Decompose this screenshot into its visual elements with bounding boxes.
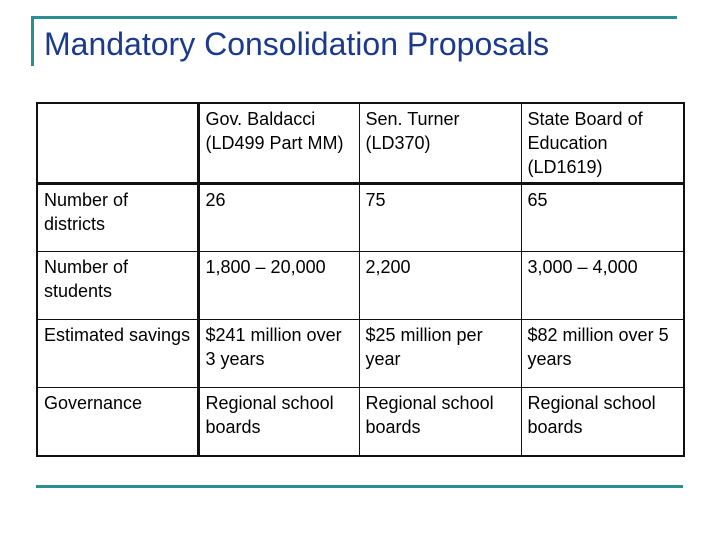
column-header-state-board: State Board of Education (LD1619) — [521, 103, 684, 184]
table-row — [37, 320, 684, 388]
table-row — [37, 184, 684, 252]
row-label-students: Number of students — [37, 252, 198, 320]
table-header-row — [37, 103, 684, 184]
title-frame-top-line — [31, 16, 677, 19]
table-cell: $25 million per year — [359, 320, 521, 388]
table-cell: 65 — [521, 184, 684, 252]
comparison-table-container — [36, 102, 685, 457]
column-header-baldacci: Gov. Baldacci (LD499 Part MM) — [198, 103, 359, 184]
table-cell: 75 — [359, 184, 521, 252]
row-label-governance: Governance — [37, 388, 198, 456]
table-cell: $241 million over 3 years — [198, 320, 359, 388]
row-label-savings: Estimated savings — [37, 320, 198, 388]
table-cell: 1,800 – 20,000 — [198, 252, 359, 320]
table-corner-cell — [37, 103, 198, 184]
row-label-districts: Number of districts — [37, 184, 198, 252]
column-header-turner: Sen. Turner (LD370) — [359, 103, 521, 184]
table-cell: 2,200 — [359, 252, 521, 320]
table-cell: 3,000 – 4,000 — [521, 252, 684, 320]
table-cell: 26 — [198, 184, 359, 252]
comparison-table — [36, 102, 685, 457]
table-row — [37, 388, 684, 456]
footer-divider-line — [36, 485, 683, 488]
title-frame-left-line — [31, 16, 34, 66]
slide-title: Mandatory Consolidation Proposals — [44, 26, 550, 62]
table-cell: Regional school boards — [521, 388, 684, 456]
table-cell: Regional school boards — [198, 388, 359, 456]
table-cell: $82 million over 5 years — [521, 320, 684, 388]
table-cell: Regional school boards — [359, 388, 521, 456]
table-row — [37, 252, 684, 320]
